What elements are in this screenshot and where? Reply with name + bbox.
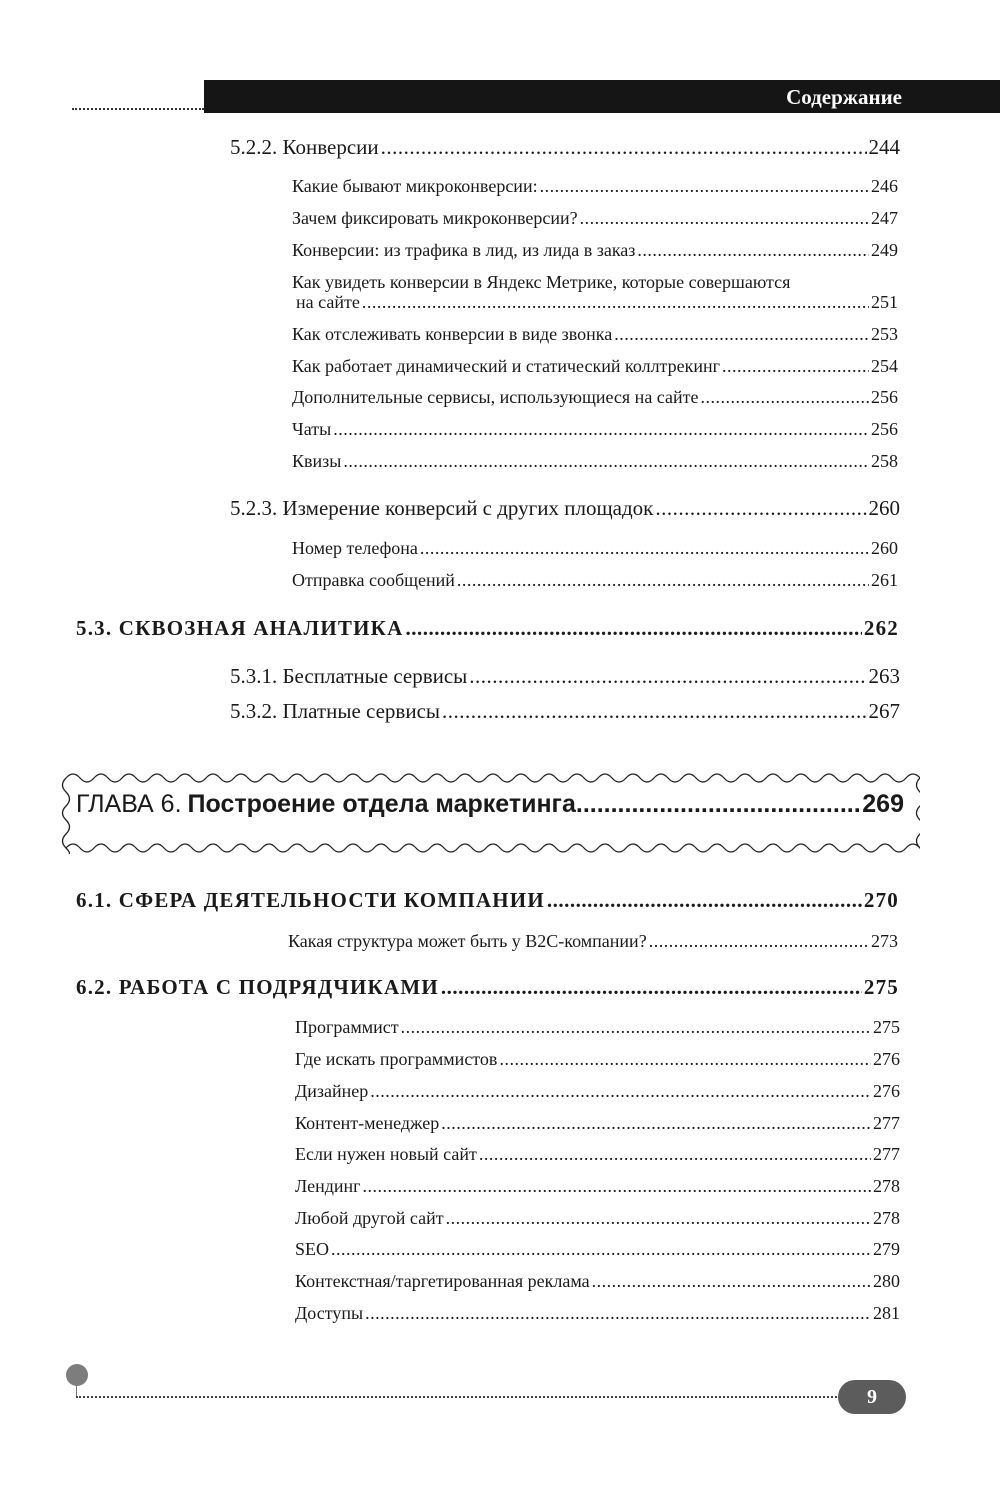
dot-leader xyxy=(655,496,866,521)
dot-leader xyxy=(401,1017,871,1038)
toc-entry-title: Дизайнер xyxy=(295,1081,369,1101)
dot-leader xyxy=(547,888,862,913)
toc-entry-title: Доступы xyxy=(295,1303,364,1323)
toc-subentry[interactable] xyxy=(295,1144,900,1165)
chapter-page: 269 xyxy=(862,790,904,818)
toc-subentry[interactable] xyxy=(292,176,898,197)
toc-entry-page: 281 xyxy=(873,1303,900,1323)
toc-entry-5-3-2[interactable] xyxy=(230,699,900,724)
toc-entry-title: Отправка сообщений xyxy=(292,570,455,590)
toc-entry-title: Если нужен новый сайт xyxy=(295,1144,477,1164)
toc-section-6-2[interactable] xyxy=(76,975,899,1000)
toc-entry-title: Какая структура может быть у B2C-компании? xyxy=(288,931,647,951)
toc-entry-page: 273 xyxy=(871,931,898,951)
header-bar xyxy=(204,80,1000,113)
footer-bullet-icon xyxy=(66,1364,88,1386)
toc-subentry[interactable] xyxy=(292,538,898,559)
toc-entry-5-2-3[interactable] xyxy=(230,496,900,521)
toc-entry-page: 247 xyxy=(871,208,898,228)
toc-entry-title: Как отслеживать конверсии в виде звонка xyxy=(292,324,613,344)
toc-subentry[interactable] xyxy=(295,1303,900,1324)
toc-entry-title: Лендинг xyxy=(295,1176,361,1196)
toc-entry-page: 244 xyxy=(868,135,900,159)
toc-entry-title: Номер телефона xyxy=(292,538,418,558)
toc-entry-page: 256 xyxy=(871,419,898,439)
chapter-label: ГЛАВА 6. xyxy=(76,790,182,818)
dot-leader xyxy=(363,1176,871,1197)
toc-entry-page: 277 xyxy=(873,1113,900,1133)
toc-subentry[interactable] xyxy=(295,1208,900,1229)
toc-entry-page: 277 xyxy=(873,1144,900,1164)
toc-entry-title: Контекстная/таргетированная реклама xyxy=(295,1271,590,1291)
toc-entry-title: Чаты xyxy=(292,419,332,439)
toc-subentry[interactable] xyxy=(295,1176,900,1197)
toc-entry-page: 267 xyxy=(868,699,900,723)
header-dotted-rule xyxy=(72,108,204,110)
toc-entry-title: 5.3.1. Бесплатные сервисы xyxy=(230,664,468,688)
dot-leader xyxy=(343,451,869,472)
toc-entry-page: 260 xyxy=(871,538,898,558)
dot-leader xyxy=(701,387,870,408)
toc-entry-5-2-2[interactable] xyxy=(230,135,900,160)
toc-subentry[interactable] xyxy=(295,1049,900,1070)
page-number-badge: 9 xyxy=(838,1380,906,1414)
toc-entry-title: 5.2.2. Конверсии xyxy=(230,135,379,159)
toc-entry-page: 270 xyxy=(863,888,899,912)
dot-leader xyxy=(331,1239,871,1260)
toc-entry-title: Какие бывают микроконверсии: xyxy=(292,176,538,196)
dot-leader xyxy=(649,931,869,952)
toc-entry-page: 258 xyxy=(871,451,898,471)
dot-leader xyxy=(442,699,867,724)
toc-entry-title: Контент-менеджер xyxy=(295,1113,440,1133)
dot-leader xyxy=(457,570,869,591)
toc-subentry[interactable] xyxy=(295,1113,900,1134)
toc-subentry[interactable] xyxy=(292,324,898,345)
toc-entry-title: Как работает динамический и статический коллтрекинг xyxy=(292,356,721,376)
toc-section-6-1[interactable] xyxy=(76,888,899,913)
toc-entry-page: 275 xyxy=(873,1017,900,1037)
toc-entry-page: 251 xyxy=(871,292,898,312)
toc-entry-title: Зачем фиксировать микроконверсии? xyxy=(292,208,578,228)
toc-subentry[interactable] xyxy=(295,1239,900,1260)
toc-entry-title: 6.1. СФЕРА ДЕЯТЕЛЬНОСТИ КОМПАНИИ xyxy=(76,888,545,912)
toc-entry-title: на сайте xyxy=(296,292,360,312)
dot-leader xyxy=(592,1271,871,1292)
toc-entry-title: 6.2. РАБОТА С ПОДРЯДЧИКАМИ xyxy=(76,975,439,999)
toc-entry-title: Где искать программистов xyxy=(295,1049,498,1069)
toc-entry-page: 246 xyxy=(871,176,898,196)
chapter-6-heading[interactable] xyxy=(76,790,904,819)
dot-leader xyxy=(580,208,869,229)
toc-entry-page: 279 xyxy=(873,1239,900,1259)
dot-leader xyxy=(405,616,861,641)
toc-entry-page: 253 xyxy=(871,324,898,344)
toc-entry-title: 5.2.3. Измерение конверсий с других площадок xyxy=(230,496,654,520)
toc-entry-page: 275 xyxy=(863,975,899,999)
toc-subentry[interactable] xyxy=(292,356,898,377)
toc-subentry[interactable] xyxy=(295,1081,900,1102)
dot-leader xyxy=(333,419,869,440)
dot-leader xyxy=(441,975,862,1000)
toc-entry-page: 261 xyxy=(871,570,898,590)
dot-leader xyxy=(365,1303,871,1324)
toc-entry-title: 5.3. СКВОЗНАЯ АНАЛИТИКА xyxy=(76,616,404,640)
toc-entry-page: 278 xyxy=(873,1208,900,1228)
dot-leader xyxy=(722,356,869,377)
toc-entry-page: 256 xyxy=(871,387,898,407)
toc-entry-title: Конверсии: из трафика в лид, из лида в заказ xyxy=(292,240,636,260)
toc-subentry[interactable] xyxy=(292,240,898,261)
dot-leader xyxy=(614,324,869,345)
toc-entry-page: 249 xyxy=(871,240,898,260)
dot-leader xyxy=(370,1081,871,1102)
toc-subentry[interactable] xyxy=(292,208,898,229)
dot-leader xyxy=(479,1144,871,1165)
dot-leader xyxy=(441,1113,871,1134)
toc-entry-page: 260 xyxy=(868,496,900,520)
toc-entry-page: 262 xyxy=(863,616,899,640)
toc-subentry[interactable] xyxy=(292,451,898,472)
toc-entry-title: Любой другой сайт xyxy=(295,1208,444,1228)
toc-entry-page: 276 xyxy=(873,1049,900,1069)
toc-entry-title: Дополнительные сервисы, использующиеся на сайте xyxy=(292,387,699,407)
dot-leader xyxy=(499,1049,871,1070)
toc-subentry[interactable] xyxy=(296,292,898,313)
dot-leader xyxy=(420,538,869,559)
toc-entry-page: 263 xyxy=(868,664,900,688)
dot-leader xyxy=(576,790,862,819)
running-header-title: Содержание xyxy=(786,85,902,109)
toc-subentry[interactable] xyxy=(292,570,898,591)
toc-subentry[interactable] xyxy=(292,419,898,440)
toc-entry-title: SEO xyxy=(295,1239,330,1259)
dot-leader xyxy=(381,135,867,160)
dot-leader xyxy=(362,292,869,313)
toc-subentry[interactable] xyxy=(295,1017,900,1038)
toc-subentry[interactable] xyxy=(288,931,898,952)
toc-entry-title: 5.3.2. Платные сервисы xyxy=(230,699,440,723)
toc-section-5-3[interactable] xyxy=(76,616,899,641)
toc-entry-page: 276 xyxy=(873,1081,900,1101)
toc-subentry[interactable] xyxy=(292,387,898,408)
toc-subentry[interactable] xyxy=(295,1271,900,1292)
dot-leader xyxy=(469,664,866,689)
toc-entry-page: 280 xyxy=(873,1271,900,1291)
chapter-title: Построение отдела маркетинга xyxy=(187,790,576,818)
toc-entry-5-3-1[interactable] xyxy=(230,664,900,689)
toc-entry-title: Программист xyxy=(295,1017,399,1037)
toc-entry-title: Квизы xyxy=(292,451,342,471)
dot-leader xyxy=(637,240,869,261)
dot-leader xyxy=(540,176,869,197)
dot-leader xyxy=(446,1208,871,1229)
toc-entry-page: 254 xyxy=(871,356,898,376)
toc-subentry-title-line1[interactable]: Как увидеть конверсии в Яндекс Метрике, которые совершаются xyxy=(292,272,791,292)
footer-dotted-rule xyxy=(76,1396,841,1398)
toc-entry-page: 278 xyxy=(873,1176,900,1196)
